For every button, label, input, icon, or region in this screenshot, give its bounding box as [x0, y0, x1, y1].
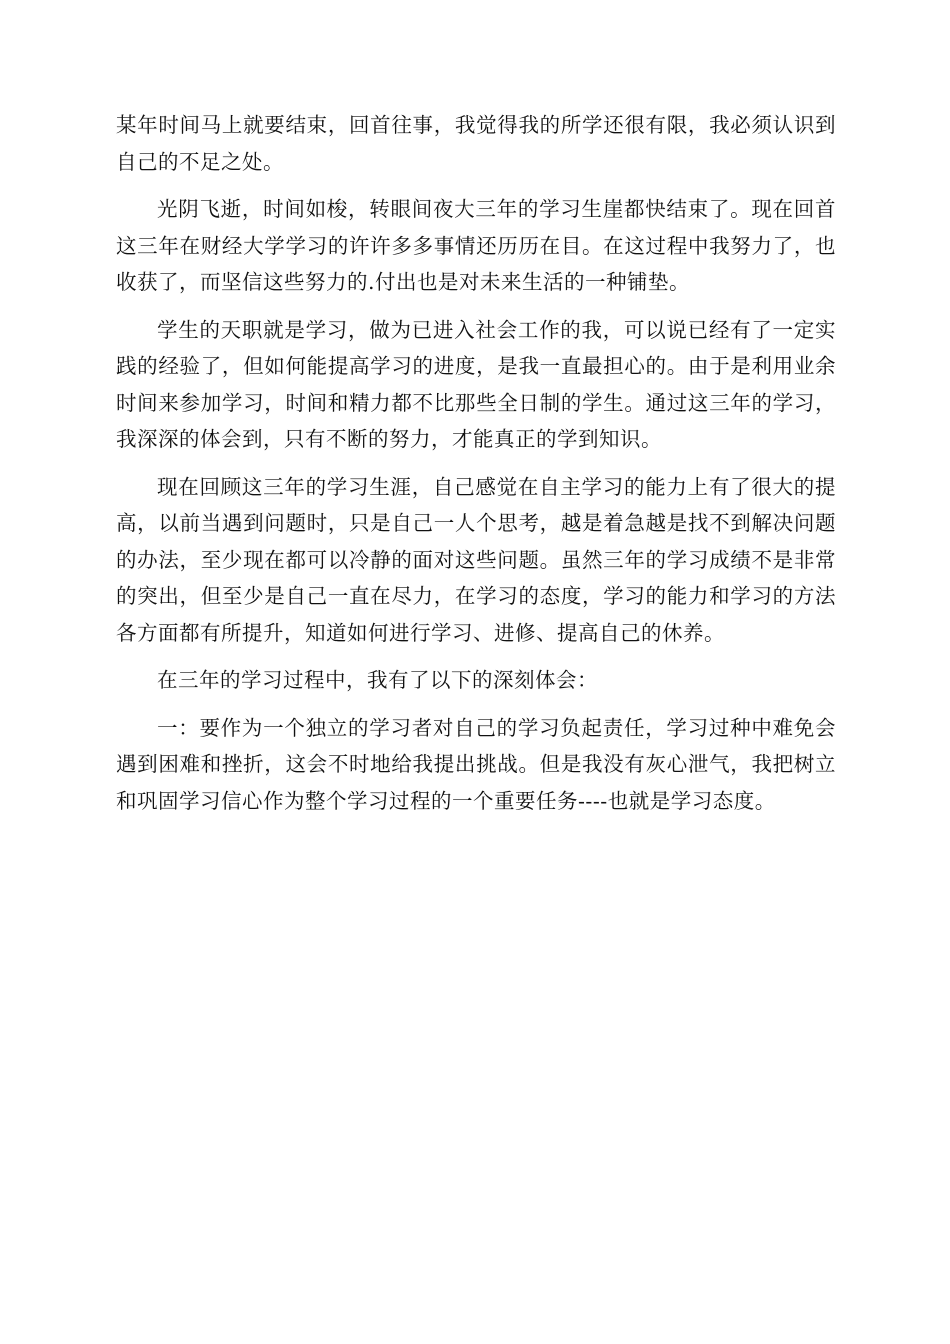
document-page [116, 107, 836, 830]
paragraph-5: 在三年的学习过程中，我有了以下的深刻体会： [157, 668, 598, 692]
paragraph-6: 一：要作为一个独立的学习者对自己的学习负起责任，学习过种中难免会遇到困难和挫折，这会不时地给我提出挑战。但是我没有灰心泄气，我把树立和巩固学习信心作为整个学习过程的一个重要任务----也就是学习态度。 [116, 715, 836, 813]
paragraph-4: 现在回顾这三年的学习生涯，自己感觉在自主学习的能力上有了很大的提高，以前当遇到问题时，只是自己一人个思考，越是着急越是找不到解决问题的办法，至少现在都可以冷静的面对这些问题。虽然三年的学习成绩不是非常的突出，但至少是自己一直在尽力，在学习的态度，学习的能力和学习的方法各方面都有所提升，知道如何进行学习、进修、提高自己的休养。 [116, 474, 836, 645]
paragraph-3: 学生的天职就是学习，做为已进入社会工作的我，可以说已经有了一定实践的经验了，但如何能提高学习的进度，是我一直最担心的。由于是利用业余时间来参加学习，时间和精力都不比那些全日制的学生。通过这三年的学习，我深深的体会到，只有不断的努力，才能真正的学到知识。 [116, 317, 836, 451]
paragraph-1: 某年时间马上就要结束，回首往事，我觉得我的所学还很有限，我必须认识到自己的不足之处。 [116, 113, 836, 174]
paragraph-2: 光阴飞逝，时间如梭，转眼间夜大三年的学习生崖都快结束了。现在回首这三年在财经大学学习的许许多多事情还历历在目。在这过程中我努力了，也收获了，而坚信这些努力的.付出也是对未来生活的一种铺垫。 [116, 197, 836, 294]
